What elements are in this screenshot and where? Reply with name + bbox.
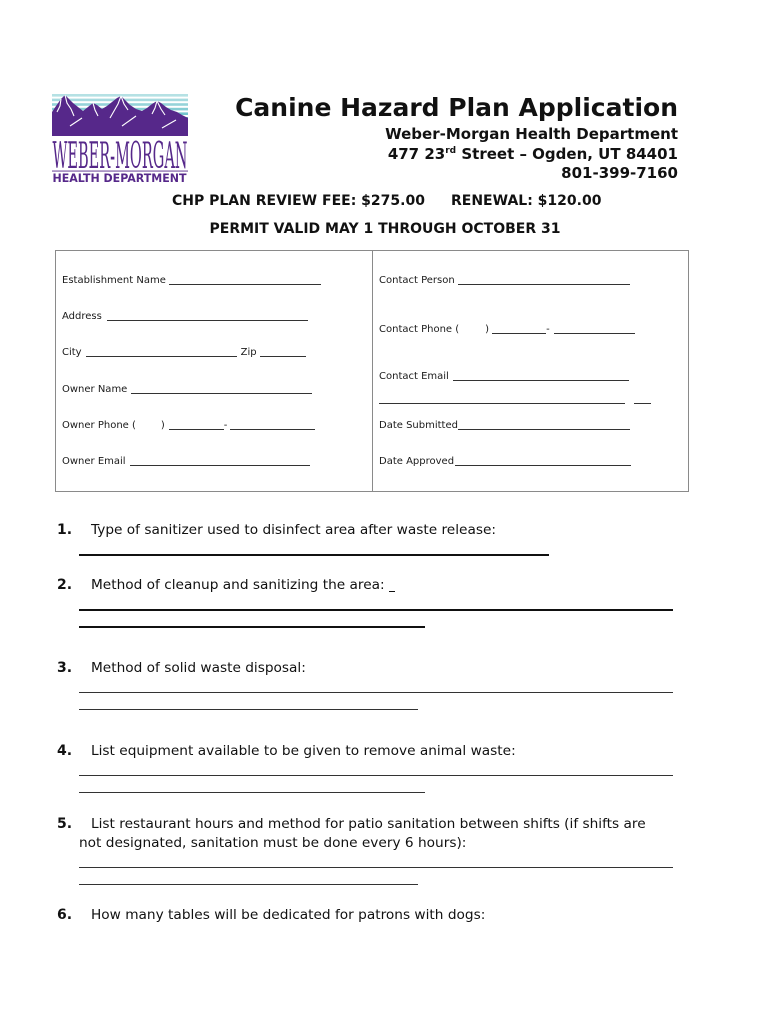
date-submitted-label: Date Submitted bbox=[379, 419, 458, 431]
question-text-row bbox=[91, 576, 395, 595]
zip-label: Zip bbox=[240, 346, 257, 358]
address-street-number: 477 23 bbox=[387, 144, 446, 163]
date-approved-label: Date Approved bbox=[379, 455, 455, 467]
question-number: 2. bbox=[57, 576, 73, 593]
answer-line[interactable] bbox=[79, 609, 673, 611]
question-text: List equipment available to be given to remove animal waste: bbox=[91, 742, 516, 759]
owner-name-label: Owner Name bbox=[62, 383, 128, 395]
owner-name-field bbox=[62, 384, 312, 396]
owner-phone-line-blank[interactable] bbox=[230, 429, 315, 430]
question-text: Method of solid waste disposal: bbox=[91, 659, 306, 676]
contact-phone-line-blank[interactable] bbox=[554, 333, 635, 334]
city-label: City bbox=[62, 346, 82, 358]
owner-phone-dash: - bbox=[223, 419, 228, 431]
answer-line[interactable] bbox=[79, 884, 418, 885]
contact-email-label: Contact Email bbox=[379, 370, 449, 382]
question-number: 5. bbox=[57, 815, 73, 832]
date-approved-blank[interactable] bbox=[455, 465, 631, 466]
owner-phone-prefix-blank[interactable] bbox=[169, 429, 224, 430]
establishment-name-blank[interactable] bbox=[169, 284, 321, 285]
question-number: 6. bbox=[57, 906, 73, 923]
owner-phone-field bbox=[62, 420, 315, 432]
answer-line[interactable] bbox=[79, 626, 425, 628]
establishment-name-label: Establishment Name bbox=[62, 274, 166, 286]
question-text-continuation: not designated, sanitation must be done every 6 hours): bbox=[79, 834, 467, 851]
inline-answer-blank[interactable] bbox=[389, 591, 395, 592]
renewal-fee: RENEWAL: $120.00 bbox=[451, 192, 602, 209]
owner-email-label: Owner Email bbox=[62, 455, 126, 467]
question-text: Method of cleanup and sanitizing the area: bbox=[91, 576, 385, 593]
question-text: How many tables will be dedicated for patrons with dogs: bbox=[91, 906, 486, 923]
owner-name-blank[interactable] bbox=[131, 393, 312, 394]
logo-name-text: WEBER-MORGAN bbox=[52, 136, 188, 177]
answer-line[interactable] bbox=[79, 692, 673, 693]
contact-person-field bbox=[379, 275, 630, 287]
contact-phone-prefix-blank[interactable] bbox=[492, 333, 546, 334]
logo-department-text: HEALTH DEPARTMENT bbox=[52, 171, 187, 184]
address-street-city: Street – Ogden, UT 84401 bbox=[456, 144, 678, 163]
owner-phone-close-paren: ) bbox=[160, 419, 165, 431]
contact-phone-close-paren: ) bbox=[485, 323, 490, 335]
contact-phone-area-code-space[interactable] bbox=[459, 331, 485, 332]
weber-morgan-logo bbox=[52, 94, 188, 184]
permit-validity: PERMIT VALID MAY 1 THROUGH OCTOBER 31 bbox=[209, 220, 561, 237]
zip-blank[interactable] bbox=[260, 356, 306, 357]
organization-name: Weber-Morgan Health Department bbox=[385, 125, 678, 143]
question-text: Type of sanitizer used to disinfect area after waste release: bbox=[91, 521, 497, 538]
date-submitted-blank[interactable] bbox=[458, 429, 630, 430]
owner-email-blank[interactable] bbox=[130, 465, 310, 466]
address-field bbox=[62, 311, 308, 323]
city-zip-field bbox=[62, 347, 306, 359]
answer-line[interactable] bbox=[79, 554, 549, 556]
contact-email-blank[interactable] bbox=[453, 380, 629, 381]
contact-email-continuation-field bbox=[379, 394, 651, 406]
contact-person-blank[interactable] bbox=[458, 284, 630, 285]
answer-line[interactable] bbox=[79, 867, 673, 868]
answer-line[interactable] bbox=[79, 775, 673, 776]
contact-phone-field bbox=[379, 324, 635, 336]
owner-phone-area-code-space[interactable] bbox=[136, 427, 161, 428]
date-approved-field bbox=[379, 456, 631, 468]
contact-email-continuation-blank[interactable] bbox=[379, 403, 625, 404]
plan-review-fee: CHP PLAN REVIEW FEE: $275.00 bbox=[172, 192, 425, 209]
owner-email-field bbox=[62, 456, 310, 468]
organization-phone: 801-399-7160 bbox=[561, 164, 678, 182]
contact-person-label: Contact Person bbox=[379, 274, 455, 286]
contact-email-field bbox=[379, 371, 629, 383]
answer-line[interactable] bbox=[79, 792, 425, 793]
organization-block bbox=[385, 125, 678, 184]
document-title: Canine Hazard Plan Application bbox=[235, 93, 678, 122]
question-number: 3. bbox=[57, 659, 73, 676]
contact-email-short-blank[interactable] bbox=[634, 403, 651, 404]
establishment-name-field bbox=[62, 275, 321, 287]
info-box-divider bbox=[372, 251, 373, 491]
city-blank[interactable] bbox=[86, 356, 237, 357]
contact-phone-dash: - bbox=[546, 323, 550, 335]
address-label: Address bbox=[62, 310, 102, 322]
question-number: 1. bbox=[57, 521, 73, 538]
date-submitted-field bbox=[379, 420, 630, 432]
address-blank[interactable] bbox=[107, 320, 308, 321]
address-ordinal-suffix: rd bbox=[445, 145, 457, 156]
answer-line[interactable] bbox=[79, 709, 418, 710]
organization-address bbox=[385, 145, 678, 165]
question-number: 4. bbox=[57, 742, 73, 759]
question-text: List restaurant hours and method for patio sanitation between shifts (if shifts are bbox=[91, 815, 646, 832]
contact-phone-label: Contact Phone ( bbox=[379, 323, 460, 335]
owner-phone-label: Owner Phone ( bbox=[62, 419, 136, 431]
